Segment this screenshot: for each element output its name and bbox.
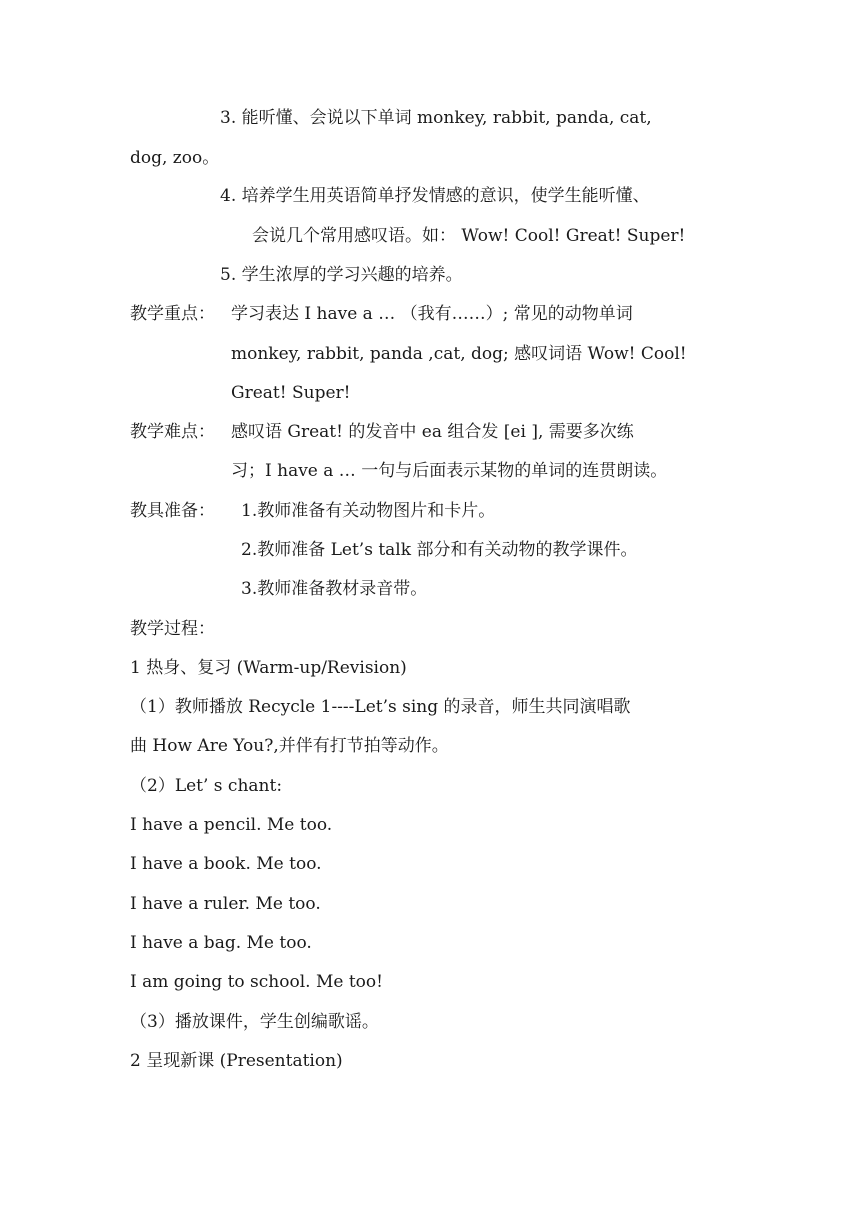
difficulties-label: 教学难点：	[130, 422, 215, 442]
objective-5-number: 5.	[220, 265, 237, 285]
key-points-label: 教学重点：	[130, 304, 215, 324]
objective-4-text: 培养学生用英语简单抒发情感的意识，使学生能听懂、	[241, 186, 650, 206]
section-1-title: 1 热身、复习 (Warm-up/Revision)	[130, 658, 407, 678]
objective-4-line-2: 会说几个常用感叹语。如： Wow! Cool! Great! Super!	[252, 226, 686, 246]
step-2-label: （2）Let’ s chant:	[130, 776, 283, 796]
chant-line: I have a book. Me too.	[130, 854, 322, 874]
objective-4-number: 4.	[220, 186, 237, 206]
chant-line: I have a bag. Me too.	[130, 933, 312, 953]
difficulties-line-1: 感叹语 Great! 的发音中 ea 组合发 [ei ], 需要多次练	[231, 422, 634, 442]
chant-line: I have a pencil. Me too.	[130, 815, 333, 835]
materials-item-1: 1.教师准备有关动物图片和卡片。	[241, 501, 496, 521]
chant-line: I have a ruler. Me too.	[130, 894, 321, 914]
objective-5-line-1	[220, 264, 463, 286]
objective-3-line-2: dog, zoo。	[130, 148, 220, 168]
chant-line: I am going to school. Me too!	[130, 972, 383, 992]
step-1-line-1: （1）教师播放 Recycle 1----Let’s sing 的录音，师生共同演唱歌	[130, 697, 631, 717]
difficulties-line-2: 习；I have a … 一句与后面表示某物的单词的连贯朗读。	[231, 461, 668, 481]
objective-3-number: 3.	[220, 108, 237, 128]
objective-3-text: 能听懂、会说以下单词 monkey, rabbit, panda, cat,	[241, 108, 652, 128]
materials-label: 教具准备：	[130, 501, 215, 521]
key-points-line-1: 学习表达 I have a … （我有……）; 常见的动物单词	[231, 304, 633, 324]
process-label: 教学过程：	[130, 619, 215, 639]
objective-3-line-1	[220, 107, 652, 129]
section-2-title: 2 呈现新课 (Presentation)	[130, 1051, 343, 1071]
key-points-line-2: monkey, rabbit, panda ,cat, dog; 感叹词语 Wow! Cool!	[231, 344, 687, 364]
key-points-line-3: Great! Super!	[231, 383, 351, 403]
step-3-label: （3）播放课件，学生创编歌谣。	[130, 1012, 379, 1032]
step-1-line-2: 曲 How Are You?,并伴有打节拍等动作。	[130, 736, 449, 756]
materials-item-3: 3.教师准备教材录音带。	[241, 579, 428, 599]
objective-5-text: 学生浓厚的学习兴趣的培养。	[241, 265, 463, 285]
materials-item-2: 2.教师准备 Let’s talk 部分和有关动物的教学课件。	[241, 540, 638, 560]
objective-4-line-1	[220, 185, 650, 207]
